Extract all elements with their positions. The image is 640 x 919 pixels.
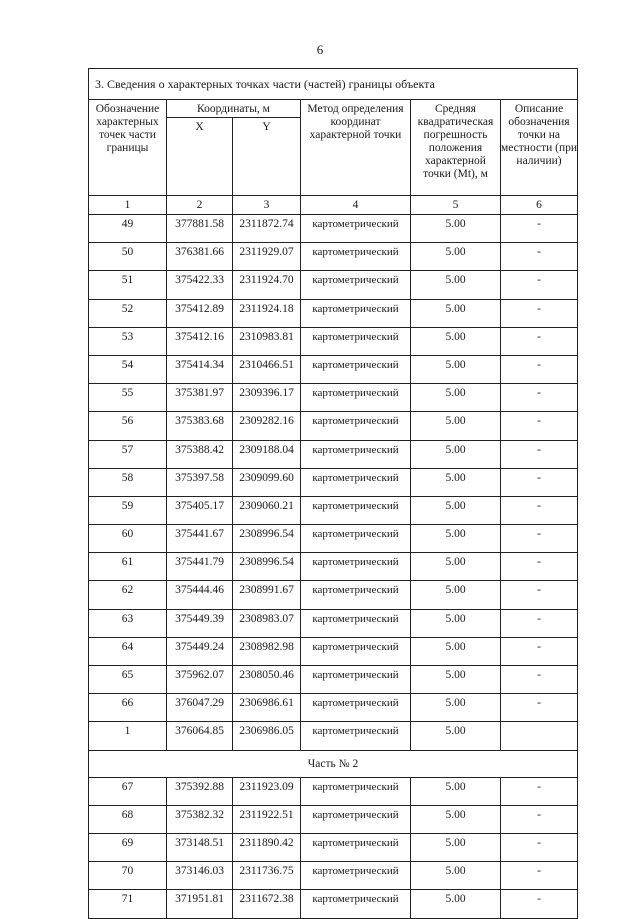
coord-y-cell: 2308050.46 [233,666,301,694]
coord-y-cell: 2308991.67 [233,581,301,609]
coord-y-cell: 2309060.21 [233,496,301,524]
coord-x-cell: 375383.68 [167,412,233,440]
error-cell: 5.00 [411,271,501,299]
point-id-cell: 55 [89,384,167,412]
method-cell: картометрический [301,805,411,833]
point-id-cell: 66 [89,694,167,722]
point-id-cell: 1 [89,722,167,750]
table-row [89,581,578,609]
method-cell: картометрический [301,299,411,327]
table-row [89,553,578,581]
error-cell: 5.00 [411,496,501,524]
description-cell: - [501,440,578,468]
coord-x-cell: 375412.89 [167,299,233,327]
error-cell: 5.00 [411,777,501,805]
coord-y-cell: 2308996.54 [233,553,301,581]
header-coordinates: Координаты, м [167,100,301,118]
section-title: 3. Сведения о характерных точках части (частей) границы объекта [89,69,578,100]
header-error: Средняя квадратическая погрешность положения характерной точки (Mt), м [411,100,501,196]
column-number: 4 [301,196,411,215]
error-cell: 5.00 [411,833,501,861]
point-id-cell: 61 [89,553,167,581]
method-cell: картометрический [301,525,411,553]
table-row [89,468,578,496]
error-cell: 5.00 [411,384,501,412]
coord-y-cell: 2311923.09 [233,777,301,805]
table-row [89,384,578,412]
page-number: 6 [316,42,324,57]
column-numbers-row [89,196,578,215]
method-cell: картометрический [301,327,411,355]
description-cell: - [501,694,578,722]
error-cell: 5.00 [411,525,501,553]
description-cell: - [501,412,578,440]
error-cell: 5.00 [411,890,501,918]
column-number: 2 [167,196,233,215]
method-cell: картометрический [301,271,411,299]
coord-x-cell: 375397.58 [167,468,233,496]
table-row [89,722,578,750]
point-id-cell: 57 [89,440,167,468]
description-cell: - [501,215,578,243]
table-row [89,299,578,327]
description-cell: - [501,833,578,861]
coord-x-cell: 375441.79 [167,553,233,581]
coord-y-cell: 2311922.51 [233,805,301,833]
method-cell: картометрический [301,637,411,665]
coord-x-cell: 375382.32 [167,805,233,833]
column-number: 3 [233,196,301,215]
description-cell: - [501,890,578,918]
coord-x-cell: 376064.85 [167,722,233,750]
description-cell: - [501,355,578,383]
point-id-cell: 70 [89,862,167,890]
table-row [89,805,578,833]
column-number: 5 [411,196,501,215]
coord-x-cell: 375444.46 [167,581,233,609]
coord-y-cell: 2311872.74 [233,215,301,243]
coord-y-cell: 2311924.18 [233,299,301,327]
part2-rows [89,777,578,918]
method-cell: картометрический [301,440,411,468]
coord-x-cell: 375449.24 [167,637,233,665]
point-id-cell: 60 [89,525,167,553]
error-cell: 5.00 [411,637,501,665]
coord-x-cell: 376047.29 [167,694,233,722]
method-cell: картометрический [301,384,411,412]
method-cell: картометрический [301,609,411,637]
error-cell: 5.00 [411,862,501,890]
method-cell: картометрический [301,355,411,383]
coord-x-cell: 375405.17 [167,496,233,524]
method-cell: картометрический [301,862,411,890]
description-cell: - [501,243,578,271]
table-row [89,271,578,299]
method-cell: картометрический [301,666,411,694]
coord-y-cell: 2311890.42 [233,833,301,861]
table-row [89,215,578,243]
header-y: Y [233,118,301,196]
description-cell: - [501,496,578,524]
column-number: 6 [501,196,578,215]
description-cell: - [501,581,578,609]
table-row [89,694,578,722]
point-id-cell: 51 [89,271,167,299]
coord-y-cell: 2306986.05 [233,722,301,750]
description-cell: - [501,862,578,890]
coord-x-cell: 375441.67 [167,525,233,553]
table-row [89,890,578,918]
point-id-cell: 52 [89,299,167,327]
coord-y-cell: 2309396.17 [233,384,301,412]
method-cell: картометрический [301,215,411,243]
header-description: Описание обозначения точки на местности (при наличии) [501,100,578,196]
point-id-cell: 71 [89,890,167,918]
point-id-cell: 63 [89,609,167,637]
coord-y-cell: 2308996.54 [233,525,301,553]
table-row [89,496,578,524]
method-cell: картометрический [301,553,411,581]
coord-y-cell: 2311924.70 [233,271,301,299]
table-row [89,355,578,383]
description-cell: - [501,468,578,496]
coord-y-cell: 2311672.38 [233,890,301,918]
method-cell: картометрический [301,833,411,861]
coord-y-cell: 2309282.16 [233,412,301,440]
point-id-cell: 65 [89,666,167,694]
description-cell: - [501,805,578,833]
part1-rows [89,215,578,751]
method-cell: картометрический [301,694,411,722]
table-row [89,525,578,553]
method-cell: картометрический [301,412,411,440]
error-cell: 5.00 [411,412,501,440]
error-cell: 5.00 [411,581,501,609]
coord-x-cell: 377881.58 [167,215,233,243]
coord-x-cell: 375388.42 [167,440,233,468]
coord-x-cell: 375412.16 [167,327,233,355]
description-cell: - [501,609,578,637]
coord-y-cell: 2308982.98 [233,637,301,665]
description-cell: - [501,553,578,581]
method-cell: картометрический [301,777,411,805]
coord-y-cell: 2308983.07 [233,609,301,637]
point-id-cell: 50 [89,243,167,271]
coord-x-cell: 375414.34 [167,355,233,383]
method-cell: картометрический [301,496,411,524]
point-id-cell: 69 [89,833,167,861]
point-id-cell: 56 [89,412,167,440]
error-cell: 5.00 [411,553,501,581]
description-cell: - [501,777,578,805]
description-cell: - [501,384,578,412]
error-cell: 5.00 [411,609,501,637]
point-id-cell: 68 [89,805,167,833]
description-cell: - [501,666,578,694]
error-cell: 5.00 [411,440,501,468]
coord-x-cell: 375422.33 [167,271,233,299]
table-row [89,609,578,637]
error-cell: 5.00 [411,468,501,496]
point-id-cell: 54 [89,355,167,383]
coord-y-cell: 2311929.07 [233,243,301,271]
method-cell: картометрический [301,581,411,609]
table-row [89,637,578,665]
coord-y-cell: 2311736.75 [233,862,301,890]
table-row [89,862,578,890]
coord-y-cell: 2306986.61 [233,694,301,722]
method-cell: картометрический [301,890,411,918]
point-id-cell: 64 [89,637,167,665]
table-row [89,666,578,694]
column-number: 1 [89,196,167,215]
error-cell: 5.00 [411,243,501,271]
method-cell: картометрический [301,722,411,750]
header-x: X [167,118,233,196]
coord-y-cell: 2309188.04 [233,440,301,468]
coord-x-cell: 375962.07 [167,666,233,694]
description-cell: - [501,327,578,355]
coord-x-cell: 373148.51 [167,833,233,861]
description-cell: - [501,637,578,665]
table-row [89,243,578,271]
error-cell: 5.00 [411,694,501,722]
error-cell: 5.00 [411,355,501,383]
error-cell: 5.00 [411,722,501,750]
description-cell: - [501,525,578,553]
characteristic-points-table [88,68,578,919]
table-row [89,412,578,440]
table-row [89,327,578,355]
error-cell: 5.00 [411,666,501,694]
table-row [89,777,578,805]
method-cell: картометрический [301,243,411,271]
error-cell: 5.00 [411,215,501,243]
part2-label-row [89,750,578,777]
coord-x-cell: 375392.88 [167,777,233,805]
point-id-cell: 67 [89,777,167,805]
description-cell [501,722,578,750]
error-cell: 5.00 [411,327,501,355]
description-cell: - [501,299,578,327]
coord-x-cell: 371951.81 [167,890,233,918]
table-row [89,833,578,861]
description-cell: - [501,271,578,299]
coord-y-cell: 2310983.81 [233,327,301,355]
coord-x-cell: 376381.66 [167,243,233,271]
point-id-cell: 59 [89,496,167,524]
error-cell: 5.00 [411,299,501,327]
header-point-name: Обозначение характерных точек части границы [89,100,167,196]
coord-y-cell: 2309099.60 [233,468,301,496]
point-id-cell: 58 [89,468,167,496]
coord-x-cell: 375449.39 [167,609,233,637]
table-row [89,440,578,468]
header-method: Метод определения координат характерной точки [301,100,411,196]
part2-label: Часть № 2 [89,750,578,777]
point-id-cell: 53 [89,327,167,355]
coord-x-cell: 373146.03 [167,862,233,890]
coord-y-cell: 2310466.51 [233,355,301,383]
point-id-cell: 62 [89,581,167,609]
error-cell: 5.00 [411,805,501,833]
method-cell: картометрический [301,468,411,496]
coord-x-cell: 375381.97 [167,384,233,412]
point-id-cell: 49 [89,215,167,243]
